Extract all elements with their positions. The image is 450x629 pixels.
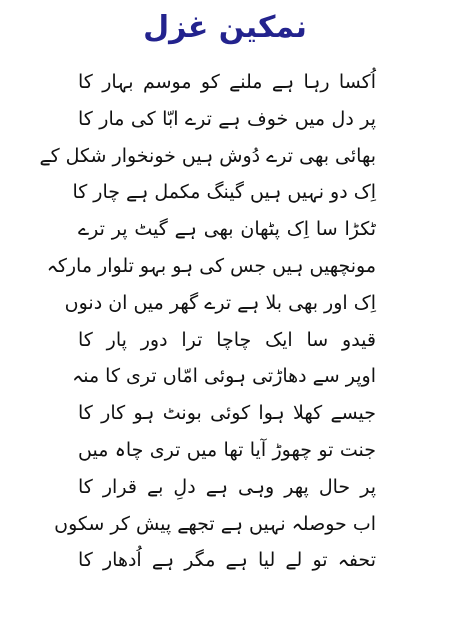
verse-line: اوپر سے دھاڑتی ہوئی امّاں تری کا منہ [72, 365, 376, 388]
verse-line: اب حوصلہ نہیں ہے تجھے پیش کر سکوں [54, 512, 376, 535]
verse-line: اِک اور بھی بلا ہے ترے گھر میں ان دنوں [64, 291, 376, 314]
verse-line: پر دل میں خوف ہے ترے ابّا کی مار کا [78, 107, 376, 130]
verse-line: مونچھیں ہیں جس کی ہو بہو تلوار مارکہ [46, 254, 376, 277]
verse-line: ٹکڑا سا اِک پٹھان بھی ہے گیٹ پر ترے [78, 218, 376, 241]
verse-line: اُکسا رہا ہے ملنے کو موسم بہار کا [78, 71, 376, 93]
verse-line: بھائی بھی ترے دُوش ہیں خونخوار شکل کے [39, 144, 376, 167]
verse-line: جنت تو چھوڑ آیا تھا میں تری چاہ میں [78, 438, 376, 461]
poem-title: نمکین غزل [143, 10, 307, 45]
verse-line: قیدو سا ایک چاچا ترا دور پار کا [78, 328, 376, 351]
verse-line: تحفہ تو لے لیا ہے مگر ہے اُدھار کا [78, 549, 376, 572]
verse-line: پر حال پھر وہی ہے دلِ بے قرار کا [78, 475, 376, 498]
poem-verses [39, 64, 376, 579]
verse-line: جیسے کھلا ہوا کوئی بونٹ ہو کار کا [78, 402, 376, 425]
verse-line: اِک دو نہیں ہیں گینگ مکمل ہے چار کا [72, 181, 376, 204]
